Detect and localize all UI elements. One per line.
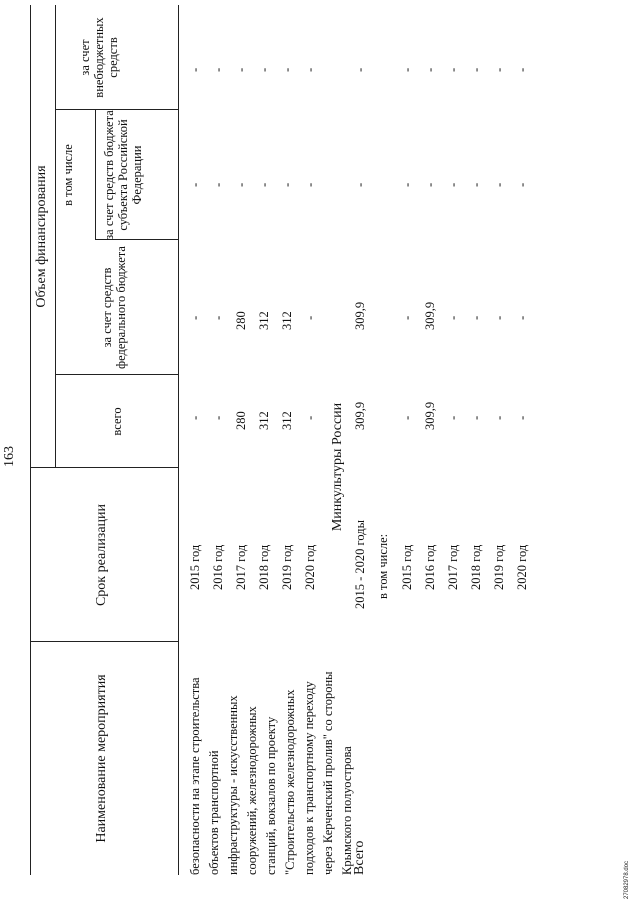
total-cell: 309,9: [353, 401, 367, 430]
event-line: объектов транспортной: [207, 750, 221, 875]
federal-cell: 309,9: [353, 301, 367, 330]
extra-cell: -: [423, 67, 437, 72]
federal-cell: -: [188, 315, 202, 320]
federal-cell: -: [515, 315, 529, 320]
federal-cell: -: [469, 315, 483, 320]
year-cell: 2019 год: [280, 544, 294, 590]
total-cell: -: [211, 415, 225, 420]
regional-cell: -: [515, 182, 529, 187]
event-description: [186, 671, 357, 875]
federal-cell: -: [303, 315, 317, 320]
regional-cell: -: [303, 182, 317, 187]
year-cell: 2020 год: [515, 544, 529, 590]
extra-cell: -: [303, 67, 317, 72]
extra-cell: -: [353, 67, 367, 72]
regional-cell: -: [353, 182, 367, 187]
extra-cell: -: [446, 67, 460, 72]
total-cell: -: [188, 415, 202, 420]
including-label: в том числе:: [376, 533, 390, 599]
regional-cell: -: [257, 182, 271, 187]
extra-cell: -: [280, 67, 294, 72]
total-cell: 312: [257, 411, 271, 430]
extra-cell: -: [400, 67, 414, 72]
year-cell: 2015 год: [188, 544, 202, 590]
extra-cell: -: [257, 67, 271, 72]
year-cell: 2016 год: [423, 544, 437, 590]
regional-cell: -: [234, 182, 248, 187]
year-cell: 2017 год: [446, 544, 460, 590]
event-line: подходов к транспортному переходу: [302, 681, 316, 875]
extra-cell: -: [188, 67, 202, 72]
header-term: Срок реализации: [94, 503, 109, 607]
total-cell: -: [303, 415, 317, 420]
extra-cell: -: [211, 67, 225, 72]
year-cell: 2017 год: [234, 544, 248, 590]
header-funding-volume: Объем финансирования: [34, 165, 49, 308]
header-name: Наименование мероприятия: [94, 674, 109, 843]
total-cell: -: [446, 415, 460, 420]
federal-cell: 309,9: [423, 301, 437, 330]
total-cell: 309,9: [423, 401, 437, 430]
header-subline-2: [95, 110, 96, 240]
header-extra: за счет внебюджетных средств: [78, 17, 120, 98]
header-bottom-line: [178, 5, 179, 875]
total-cell: 312: [280, 411, 294, 430]
year-cell: 2015 год: [400, 544, 414, 590]
extra-cell: -: [469, 67, 483, 72]
federal-cell: -: [211, 315, 225, 320]
header-subline-1: [55, 5, 56, 468]
federal-cell: -: [492, 315, 506, 320]
header-federal: за счет средств федерального бюджета: [100, 246, 128, 369]
total-label: Всего: [352, 840, 367, 875]
regional-cell: -: [211, 182, 225, 187]
extra-cell: -: [492, 67, 506, 72]
event-line: инфраструктуры - искусственных: [226, 695, 240, 875]
year-cell: 2020 год: [303, 544, 317, 590]
year-cell: 2016 год: [211, 544, 225, 590]
total-cell: 280: [234, 411, 248, 430]
regional-cell: -: [400, 182, 414, 187]
event-line: через Керченский пролив" со стороны: [321, 671, 335, 875]
federal-cell: 280: [234, 311, 248, 330]
total-cell: -: [515, 415, 529, 420]
page-number: 163: [2, 446, 17, 467]
regional-cell: -: [469, 182, 483, 187]
header-top-line: [30, 5, 31, 875]
doc-id: 27082978.doc: [624, 860, 630, 899]
federal-cell: 312: [257, 311, 271, 330]
year-cell: 2018 год: [469, 544, 483, 590]
header-regional: за счет средств бюджета субъекта Российской Федерации: [102, 110, 144, 240]
header-total: всего: [110, 407, 124, 436]
year-cell: 2019 год: [492, 544, 506, 590]
regional-cell: -: [492, 182, 506, 187]
total-cell: -: [469, 415, 483, 420]
regional-cell: -: [423, 182, 437, 187]
event-line: безопасности на этапе строительства: [188, 677, 202, 875]
extra-cell: -: [515, 67, 529, 72]
section-title: Минкультуры России: [330, 402, 345, 532]
federal-cell: -: [446, 315, 460, 320]
header-including: в том числе: [61, 144, 75, 206]
event-line: сооружений, железнодорожных: [245, 706, 259, 875]
year-cell: 2015 - 2020 годы: [353, 519, 367, 609]
event-line: Крымского полуострова: [340, 746, 354, 875]
total-cell: -: [492, 415, 506, 420]
total-cell: -: [400, 415, 414, 420]
regional-cell: -: [188, 182, 202, 187]
extra-cell: -: [234, 67, 248, 72]
year-cell: 2018 год: [257, 544, 271, 590]
event-line: "Строительство железнодорожных: [283, 689, 297, 875]
regional-cell: -: [446, 182, 460, 187]
regional-cell: -: [280, 182, 294, 187]
federal-cell: -: [400, 315, 414, 320]
federal-cell: 312: [280, 311, 294, 330]
event-line: станций, вокзалов по проекту: [264, 716, 278, 875]
